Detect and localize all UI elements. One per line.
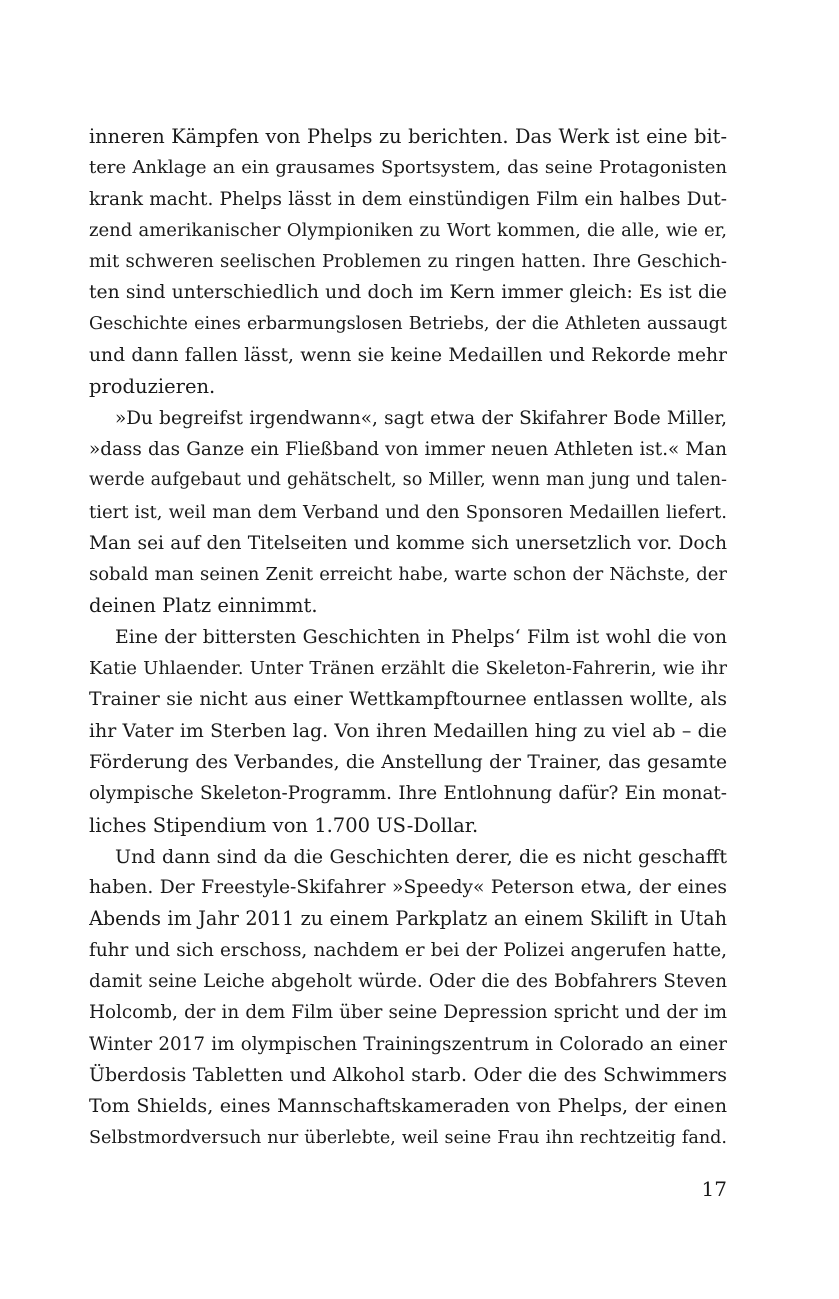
text-line: Winter 2017 im olympischen Trainingszentrum in Colorado an einer xyxy=(89,1033,727,1055)
text-line: liches Stipendium von 1.700 US-Dollar. xyxy=(89,813,479,837)
text-line: damit seine Leiche abgeholt würde. Oder die des Bobfahrers Steven xyxy=(89,971,727,993)
text-line: ten sind unterschiedlich und doch im Kern immer gleich: Es ist die xyxy=(89,282,727,304)
text-line: »Du begreifst irgendwann«, sagt etwa der Skifahrer Bode Miller, xyxy=(115,407,727,429)
text-line: Holcomb, der in dem Film über seine Depression spricht und der im xyxy=(89,1002,727,1024)
text-line: »dass das Ganze ein Fließband von immer neuen Athleten ist.« Man xyxy=(89,438,727,460)
text-line: olympische Skeleton-Programm. Ihre Entlohnung dafür? Ein monat- xyxy=(89,783,727,805)
text-line: Abends im Jahr 2011 zu einem Parkplatz an einem Skilift in Utah xyxy=(89,907,727,931)
body-text xyxy=(89,121,727,1154)
text-line: Trainer sie nicht aus einer Wettkampftournee entlassen wollte, als xyxy=(89,689,727,711)
text-line: werde aufgebaut und gehätschelt, so Miller, wenn man jung und talen- xyxy=(89,470,727,491)
page-number: 17 xyxy=(701,1177,727,1201)
text-line: krank macht. Phelps lässt in dem einstündigen Film ein halbes Dut- xyxy=(89,188,727,210)
text-line: Tom Shields, eines Mannschaftskameraden von Phelps, der einen xyxy=(89,1095,727,1118)
text-line: tere Anklage an ein grausames Sportsystem, das seine Protagonisten xyxy=(89,157,727,179)
text-line: Eine der bittersten Geschichten in Phelps‘ Film ist wohl die von xyxy=(115,626,727,648)
text-line: produzieren. xyxy=(89,375,216,399)
text-line: Förderung des Verbandes, die Anstellung der Trainer, das gesamte xyxy=(89,751,727,773)
text-line: und dann fallen lässt, wenn sie keine Medaillen und Rekorde mehr xyxy=(89,345,727,367)
text-line: tiert ist, weil man dem Verband und den Sponsoren Medaillen liefert. xyxy=(89,501,727,523)
text-line: Man sei auf den Titelseiten und komme sich unersetzlich vor. Doch xyxy=(89,532,727,554)
text-line: Selbstmordversuch nur überlebte, weil seine Frau ihn rechtzeitig fand. xyxy=(89,1127,727,1148)
text-line: Überdosis Tabletten und Alkohol starb. Oder die des Schwimmers xyxy=(89,1063,727,1086)
text-line: mit schweren seelischen Problemen zu ringen hatten. Ihre Geschich- xyxy=(89,251,727,273)
text-line: haben. Der Freestyle-Skifahrer »Speedy« Peterson etwa, der eines xyxy=(89,877,727,899)
text-line: Und dann sind da die Geschichten derer, die es nicht geschafft xyxy=(115,844,727,868)
text-line: deinen Platz einnimmt. xyxy=(89,594,318,618)
text-line: ihr Vater im Sterben lag. Von ihren Medaillen hing zu viel ab – die xyxy=(89,719,727,742)
text-line: inneren Kämpfen von Phelps zu berichten. Das Werk ist eine bit- xyxy=(89,125,727,148)
text-line: zend amerikanischer Olympioniken zu Wort kommen, die alle, wie er, xyxy=(89,219,727,241)
text-line: Geschichte eines erbarmungslosen Betriebs, der die Athleten aussaugt xyxy=(89,313,727,334)
text-line: sobald man seinen Zenit erreicht habe, warte schon der Nächste, der xyxy=(89,564,727,586)
text-line: Katie Uhlaender. Unter Tränen erzählt die Skeleton-Fahrerin, wie ihr xyxy=(89,658,727,680)
text-line: fuhr und sich erschoss, nachdem er bei der Polizei angerufen hatte, xyxy=(89,939,727,961)
